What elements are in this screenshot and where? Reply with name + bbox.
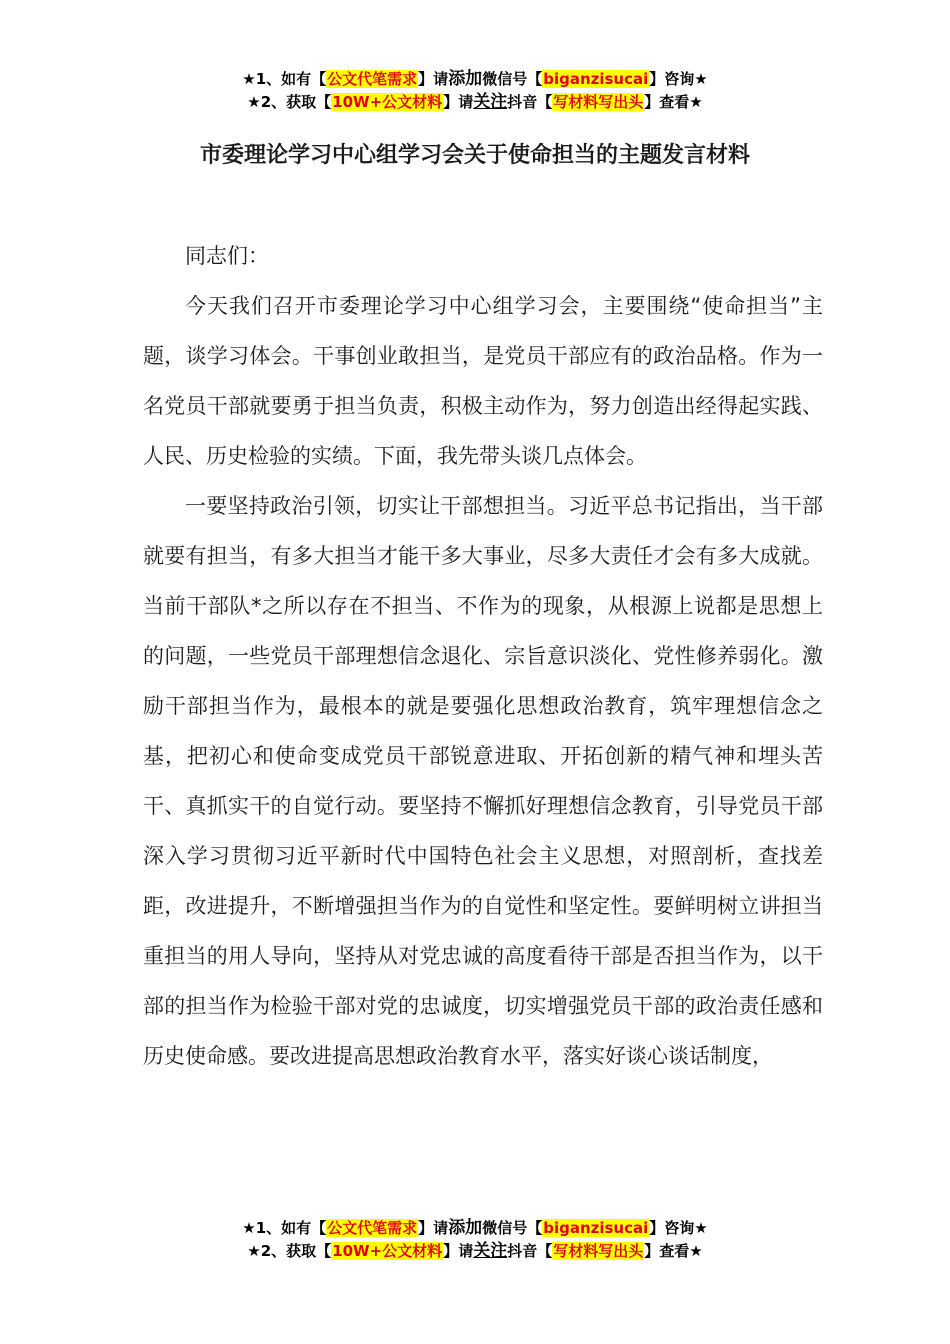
banner-line-1 xyxy=(0,68,950,91)
paragraph: 今天我们召开市委理论学习中心组学习会，主要围绕“使命担当”主题，谈学习体会。干事创业敢担当，是党员干部应有的政治品格。作为一名党员干部就要勇于担当负责，积极主动作为，努力创造出经得起实践、人民、历史检验的实绩。下面，我先带头谈几点体会。 xyxy=(143,294,823,468)
banner-text: ★1、如有【 xyxy=(242,70,327,88)
banner-text: ★2、获取【 xyxy=(247,93,332,111)
banner-douyin-name: 写材料写出头 xyxy=(553,1242,644,1260)
top-banner xyxy=(0,68,950,114)
banner-douyin-name: 写材料写出头 xyxy=(553,93,644,111)
banner-text: 】请 xyxy=(418,1219,449,1237)
banner-text: 】咨询★ xyxy=(649,70,708,88)
banner-text: 】请 xyxy=(443,93,474,111)
banner-emphasis: 关注 xyxy=(473,1241,508,1261)
banner-text: 】查看★ xyxy=(644,1242,703,1260)
banner-wechat-id: biganzisucai xyxy=(543,1219,649,1237)
document-title: 市委理论学习中心组学习会关于使命担当的主题发言材料 xyxy=(199,143,750,168)
banner-text: 】查看★ xyxy=(644,93,703,111)
greeting: 同志们： xyxy=(185,244,269,268)
banner-highlight: 10W+公文材料 xyxy=(332,93,443,111)
banner-text: 微信号【 xyxy=(482,1219,543,1237)
bottom-banner xyxy=(0,1217,950,1263)
banner-emphasis: 添加 xyxy=(448,69,483,89)
banner-emphasis: 关注 xyxy=(473,92,508,112)
banner-text: ★2、获取【 xyxy=(247,1242,332,1260)
banner-highlight: 公文代笔需求 xyxy=(327,70,418,88)
banner-text: 】请 xyxy=(443,1242,474,1260)
banner-text: 微信号【 xyxy=(482,70,543,88)
banner-emphasis: 添加 xyxy=(448,1218,483,1238)
banner-text: 抖音【 xyxy=(507,1242,553,1260)
banner-line-1 xyxy=(0,1217,950,1240)
banner-text: ★1、如有【 xyxy=(242,1219,327,1237)
banner-line-2 xyxy=(0,91,950,114)
banner-line-2 xyxy=(0,1240,950,1263)
document-body xyxy=(143,231,823,1081)
banner-text: 】咨询★ xyxy=(649,1219,708,1237)
paragraph: 一要坚持政治引领，切实让干部想担当。习近平总书记指出，当干部就要有担当，有多大担当才能干多大事业，尽多大责任才会有多大成就。当前干部队*之所以存在不担当、不作为的现象，从根源上说都是思想上的问题，一些党员干部理想信念退化、宗旨意识淡化、党性修养弱化。激励干部担当作为，最根本的就是要强化思想政治教育，筑牢理想信念之基，把初心和使命变成党员干部锐意进取、开拓创新的精气神和埋头苦干、真抓实干的自觉行动。要坚持不懈抓好理想信念教育，引导党员干部深入学习贯彻习近平新时代中国特色社会主义思想，对照剖析，查找差距，改进提升，不断增强担当作为的自觉性和坚定性。要鲜明树立讲担当重担当的用人导向，坚持从对党忠诚的高度看待干部是否担当作为，以干部的担当作为检验干部对党的忠诚度，切实增强党员干部的政治责任感和历史使命感。要改进提高思想政治教育水平，落实好谈心谈话制度， xyxy=(143,494,823,1068)
banner-wechat-id: biganzisucai xyxy=(543,70,649,88)
banner-highlight: 10W+公文材料 xyxy=(332,1242,443,1260)
banner-text: 抖音【 xyxy=(507,93,553,111)
banner-text: 】请 xyxy=(418,70,449,88)
banner-highlight: 公文代笔需求 xyxy=(327,1219,418,1237)
